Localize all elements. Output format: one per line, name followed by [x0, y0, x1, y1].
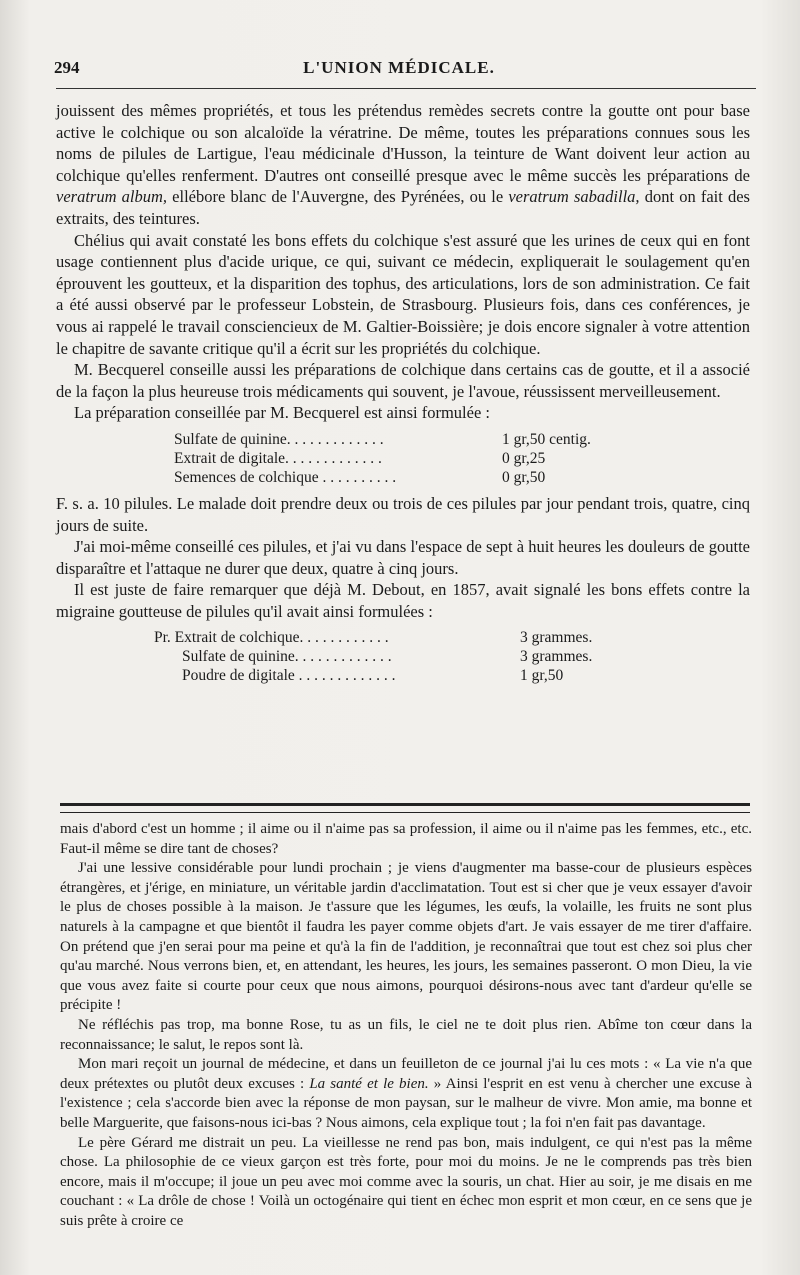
- feuilleton-paragraph-4: [60, 1055, 752, 1133]
- latin-term-veratrum-album: veratrum album,: [56, 187, 168, 207]
- latin-term-veratrum-sabadilla: veratrum sabadilla,: [508, 187, 640, 207]
- formula-row: [174, 449, 750, 468]
- formula-row: [154, 628, 750, 647]
- feuilleton-paragraph-4-text: Mon mari reçoit un journal de médecine, et dans un feuilleton de ce journal j'ai lu ces mots : « La vie n'a que deux prétextes ou plutôt deux excuses :: [60, 1056, 752, 1092]
- feuilleton-paragraph-1: mais d'abord c'est un homme ; il aime ou il n'aime pas sa profession, il aime ou il n'aime pas les femmes, etc., etc. Faut-il même se dire tant de choses?: [60, 821, 752, 857]
- formula-row: [174, 468, 750, 487]
- formula-item: Sulfate de quinine. . . . . . . . . . . . .: [182, 648, 392, 666]
- formula-row: [154, 666, 750, 685]
- formula-dose: 0 gr,25: [502, 449, 546, 467]
- formula-dose: 3 grammes.: [520, 648, 593, 666]
- paragraph-7: Il est juste de faire remarquer que déjà M. Debout, en 1857, avait signalé les bons effets contre la migraine goutteuse de pilules qu'il avait ainsi formulées :: [56, 580, 750, 621]
- feuilleton-paragraph-4-text-end: » Ainsi l'esprit en est venu à chercher une excuse à l'existence ; cela s'accorde bien avec la réponse de mon paysan, sur le malheur de vivre. Mon amie, ma bonne et belle Marguerite, que faisons-nous ici-bas ? Nous aimons, cela explique tout ; la foi n'en fait pas davantage.: [60, 1075, 753, 1131]
- feuilleton-paragraph-5: Le père Gérard me distrait un peu. La vieillesse ne rend pas bon, mais indulgent, ce qui n'est pas la même chose. La philosophie de ce vieux garçon est très forte, pour moi du moins. Je ne le comprends pas très bien encore, mais il m'occupe; il joue un peu avec moi comme avec la souris, un chat. Hier au soir, je me disais en me couchant : « La drôle de chose ! Voilà un octogénaire qui tient en échec mon esprit et mon cœur, en ce sens que je suis prête à croire ce: [60, 1134, 752, 1229]
- formula-dose: 3 grammes.: [520, 629, 593, 647]
- formula-item: Extrait de digitale. . . . . . . . . . . . .: [174, 449, 382, 467]
- header-rule: [56, 88, 756, 89]
- formula-dose: 0 gr,50: [502, 468, 546, 486]
- formula-dose: 1 gr,50 centig.: [502, 430, 591, 448]
- formula-item: Poudre de digitale . . . . . . . . . . . . .: [182, 667, 396, 685]
- paragraph-1-text-mid: ellébore blanc de l'Auvergne, des Pyrénées, ou le: [167, 187, 509, 207]
- paragraph-1-text: jouissent des mêmes propriétés, et tous les prétendus remèdes secrets contre la goutte ont pour base active le colchique ou son alcaloïde la vératrine. De même, toutes les préparations connues sous les noms de pilules de Lartigue, l'eau médicinale d'Husson, la teinture de Want doivent leur action au colchique qu'elles renferment. D'autres ont conseillé presque avec le même succès les préparations de: [56, 101, 750, 185]
- main-article: [56, 100, 750, 691]
- paragraph-4: La préparation conseillée par M. Becquerel est ainsi formulée :: [74, 403, 490, 423]
- paragraph-5: F. s. a. 10 pilules. Le malade doit prendre deux ou trois de ces pilules par jour pendant trois, quatre, cinq jours de suite.: [56, 493, 750, 535]
- paragraph-6: J'ai moi-même conseillé ces pilules, et j'ai vu dans l'espace de sept à huit heures les douleurs de goutte disparaître et l'attaque ne durer que deux, quatre à cinq jours.: [56, 537, 750, 578]
- paragraph-3: M. Becquerel conseille aussi les préparations de colchique dans certains cas de goutte, et il a associé de la façon la plus heureuse trois médicaments qui souvent, je l'avoue, réussissent merveilleusement.: [56, 360, 750, 401]
- feuilleton-paragraph-3: Ne réfléchis pas trop, ma bonne Rose, tu as un fils, le ciel ne te doit plus rien. Abîme ton cœur dans la reconnaissance; le salut, le repos sont là.: [60, 1016, 752, 1053]
- formula-item: Sulfate de quinine. . . . . . . . . . . . .: [174, 430, 384, 448]
- page-number: 294: [54, 58, 80, 77]
- journal-title: L'UNION MÉDICALE.: [303, 58, 495, 77]
- formula-item: Pr. Extrait de colchique. . . . . . . . . . . .: [154, 629, 389, 647]
- paragraph-1-text-end: dont on fait des extraits, des teintures.: [56, 187, 750, 228]
- quoted-excuse-italic: La santé et le bien.: [309, 1075, 429, 1092]
- paragraph-1: [56, 100, 750, 230]
- debout-formula: [56, 628, 750, 685]
- feuilleton-paragraph-2: J'ai une lessive considérable pour lundi prochain ; je viens d'augmenter ma basse-cour de plusieurs espèces étrangères, et j'érige, en miniature, un véritable jardin d'acclimatation. Tout est si cher que je veux essayer d'avoir le plus de choses possible à la maison. Je t'assure que les légumes, les œufs, la volaille, les fruits ne sont plus naturels à la campagne et que bientôt il faudra les payer comme objets d'art. Je vais essayer de me tirer d'affaire. On prétend que j'en serai pour ma peine et qu'à la fin de l'addition, je reconnaîtrai que tout est chez soi plus cher qu'au marché. Nous verrons bien, et, en attendant, les heures, les jours, les semaines passeront. O mon Dieu, la vie que vous avez faite si courte pour ceux que nous aimons, pourquoi désirons-nous avec tant d'ardeur qu'elle se précipite !: [60, 860, 752, 1014]
- paragraph-2: Chélius qui avait constaté les bons effets du colchique s'est assuré que les urines de ceux qui en font usage contiennent plus d'acide urique, ce qui, suivant ce médecin, expliquerait le soulagement qu'en éprouvent les goutteux, et la disparition des tophus, des articulations, lors de son administration. Ce fait a été aussi observé par le professeur Lobstein, de Strasbourg. Plusieurs fois, dans ces conférences, je vous ai rappelé le travail consciencieux de M. Galtier-Boissière; je dois encore signaler à votre attention le chapitre de savante critique qu'il a écrit sur les propriétés du colchique.: [56, 230, 750, 358]
- formula-row: [154, 647, 750, 666]
- feuilleton-separator-rule: [60, 803, 750, 813]
- formula-row: [174, 430, 750, 449]
- becquerel-formula: [56, 430, 750, 487]
- running-header: [54, 58, 744, 82]
- formula-item: Semences de colchique . . . . . . . . . .: [174, 468, 397, 486]
- formula-dose: 1 gr,50: [520, 667, 564, 685]
- feuilleton-section: [60, 820, 752, 1231]
